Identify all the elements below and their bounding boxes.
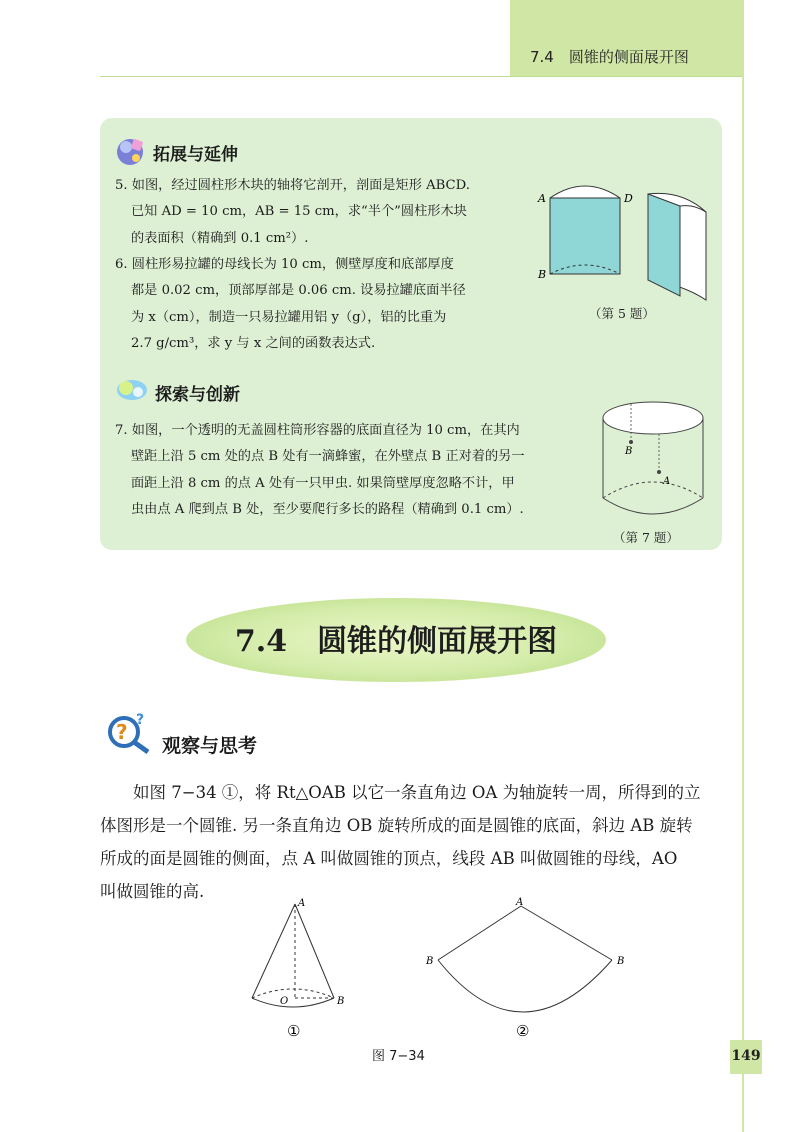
header-divider — [100, 76, 742, 77]
figure-sub-2: ② — [516, 1022, 530, 1040]
fig7-label-a: A — [663, 476, 671, 487]
problem-5-line-2: 已知 AD = 10 cm，AB = 15 cm，求“半个”圆柱形木块 — [131, 204, 467, 219]
problem-6-line-4: 2.7 g/cm³，求 y 与 x 之间的函数表达式. — [131, 336, 376, 351]
fig7-label-b: B — [625, 446, 633, 457]
figure-7-caption: （第 7 题） — [613, 530, 679, 545]
problem-6-line-2: 都是 0.02 cm，顶部厚部是 0.06 cm. 设易拉罐底面半径 — [131, 283, 466, 298]
problem-7-line-4: 虫由点 A 爬到点 B 处，至少要爬行多长的路程（精确到 0.1 cm）. — [131, 502, 524, 517]
svg-text:?: ? — [136, 712, 145, 728]
problem-5-line-3: 的表面积（精确到 0.1 cm²）. — [131, 231, 309, 246]
page-number: 149 — [731, 1048, 761, 1064]
problem-5-line-1: 5. 如图，经过圆柱形木块的轴将它剖开，剖面是矩形 ABCD. — [115, 178, 470, 193]
problem-7-line-1: 7. 如图，一个透明的无盖圆柱筒形容器的底面直径为 10 cm，在其内 — [115, 423, 520, 438]
chapter-title: 7.4 圆锥的侧面展开图 — [530, 48, 689, 66]
problem-6-line-3: 为 x（cm），制造一只易拉罐用铝 y（g），铝的比重为 — [131, 310, 447, 325]
fig5-label-b: B — [538, 268, 547, 281]
observe-heading: 观察与思考 — [162, 735, 258, 757]
extension-icon — [112, 134, 148, 168]
observe-paragraph-line-2: 体图形是一个圆锥. 另一条直角边 OB 旋转所成的面是圆锥的底面，斜边 AB 旋转 — [100, 816, 693, 835]
sector-label-a: A — [516, 897, 524, 908]
sector-label-b-right: B — [617, 956, 625, 967]
cone-label-a: A — [298, 898, 306, 909]
extension-heading: 拓展与延伸 — [153, 145, 238, 165]
problem-7-line-2: 壁距上沿 5 cm 处的点 B 处有一滴蜂蜜，在外壁点 B 正对着的另一 — [131, 449, 525, 464]
svg-text:?: ? — [116, 720, 128, 744]
observe-paragraph-line-3: 所成的面是圆锥的侧面，点 A 叫做圆锥的顶点，线段 AB 叫做圆锥的母线，AO — [100, 849, 678, 868]
explore-heading: 探索与创新 — [155, 385, 240, 405]
problem-7-line-3: 面距上沿 8 cm 的点 A 处有一只甲虫. 如果筒壁厚度忽略不计，甲 — [131, 476, 515, 491]
figure-sector — [418, 894, 638, 1044]
figure-cone — [240, 894, 350, 1044]
cone-label-b: B — [337, 996, 345, 1007]
fig5-label-a: A — [538, 192, 546, 205]
figure-sub-1: ① — [287, 1022, 301, 1040]
figure-5-caption: （第 5 题） — [589, 306, 655, 321]
cone-label-o: O — [280, 996, 289, 1007]
figure-7 — [595, 394, 715, 526]
explore-icon — [112, 374, 150, 404]
observe-paragraph-line-1: 如图 7−34 ①，将 Rt△OAB 以它一条直角边 OA 为轴旋转一周，所得到的立 — [100, 783, 701, 802]
sector-label-b-left: B — [426, 956, 434, 967]
observe-icon — [100, 706, 158, 756]
fig5-label-d: D — [624, 192, 633, 205]
section-title: 7.4 圆锥的侧面展开图 — [234, 624, 558, 659]
margin-rule — [742, 0, 744, 1132]
figure-5 — [530, 176, 720, 306]
figure-caption: 图 7−34 — [372, 1049, 425, 1064]
observe-paragraph-line-4: 叫做圆锥的高. — [100, 882, 205, 901]
problem-6-line-1: 6. 圆柱形易拉罐的母线长为 10 cm，侧壁厚度和底部厚度 — [115, 257, 454, 272]
